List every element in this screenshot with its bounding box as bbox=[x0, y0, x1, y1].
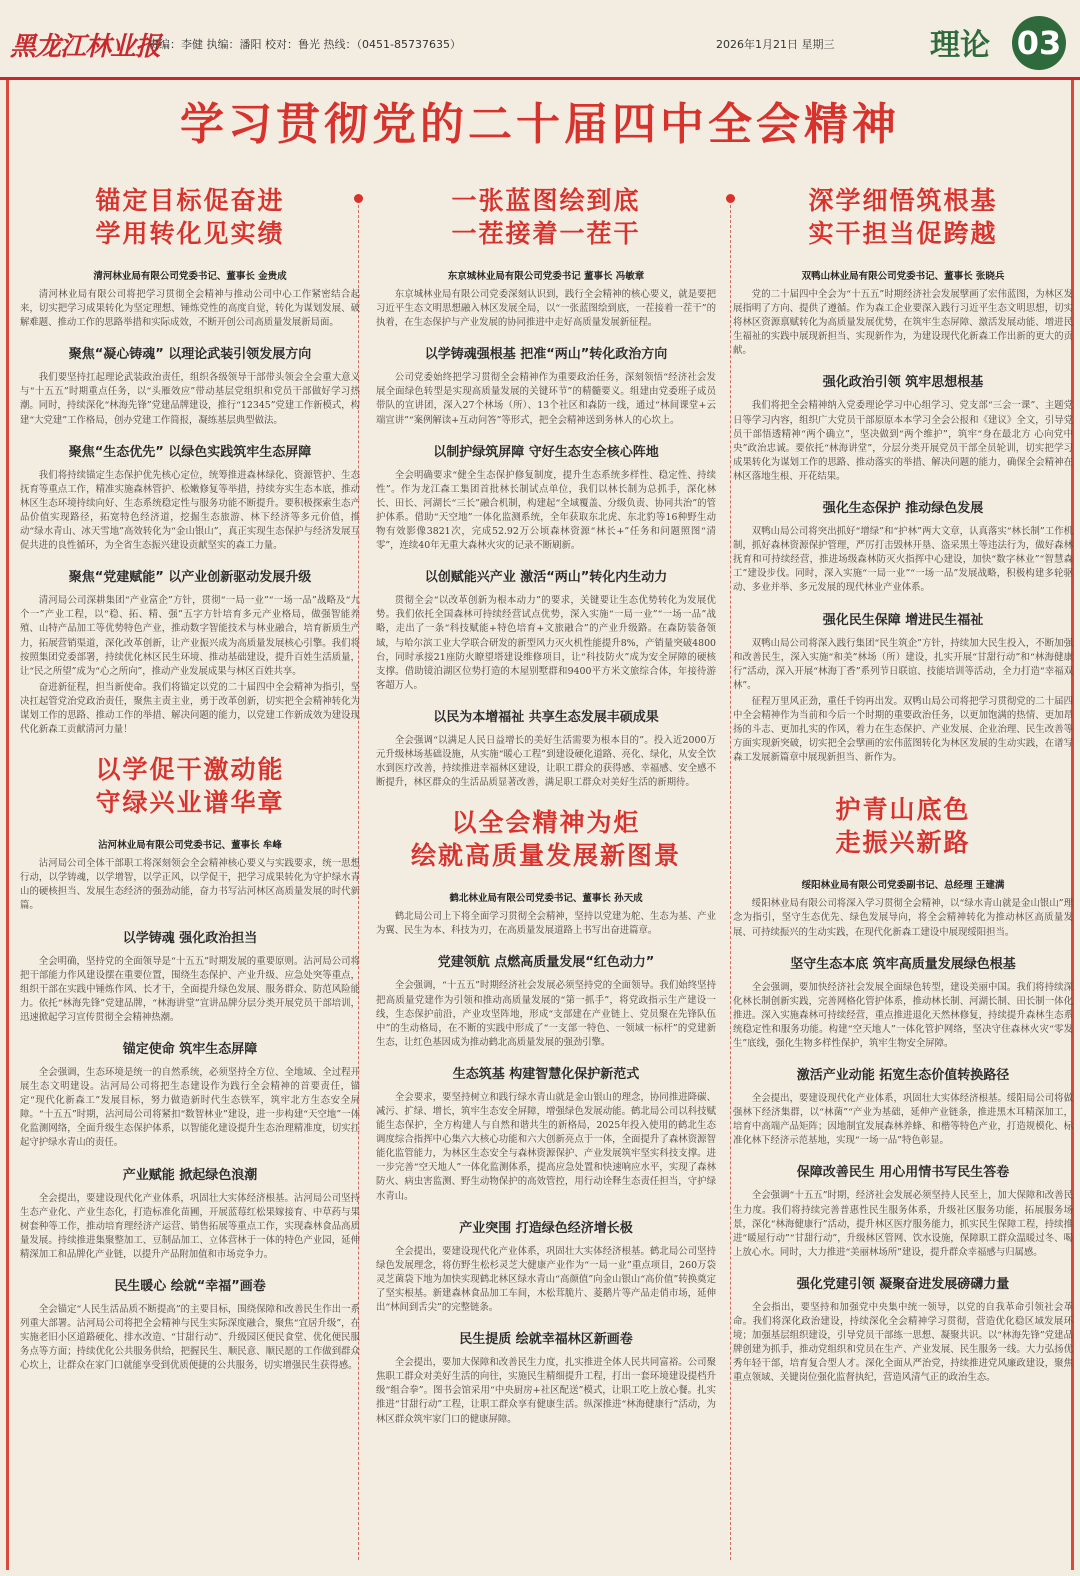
article-title bbox=[20, 753, 360, 819]
column-middle bbox=[376, 180, 716, 1570]
author-byline: 沾河林业局有限公司党委书记、董事长 牟峰 bbox=[98, 840, 282, 852]
paragraph: 全会明确，坚持党的全面领导是“十五五”时期发展的重要原则。沾河局公司将把干部能力作风建设摆在重要位置，围绕生态保护、产业升级、应急处突等重点，组织干部在实践中锤炼作风、长才干，全面提升绿色发展、服务群众、防范风险能力。依托“林海先锋”党建品牌，“林海讲堂”宣讲品牌分层分类开展党员干部培训，迅速掀起学习宣传贯彻全会精神热潮。 bbox=[20, 955, 360, 1023]
article-qinghe bbox=[20, 184, 360, 737]
title-line: 走振兴新路 bbox=[835, 828, 971, 858]
article-shuangyashan bbox=[733, 184, 1073, 765]
article-title bbox=[733, 184, 1073, 250]
paragraph: 全会强调“十五五”时期，经济社会发展必须坚持人民至上，加大保障和改善民生力度。我们将持续完善普惠性民生服务体系，升级社区服务功能，拓展服务场景，深化“林海健康行”活动，提升林区医疗服务能力，抓实民生保障工程，持续推进“暖屋行动”“甘甜行动”，升级林区管网、饮水设施，保障职工群众温暖过冬、喝上放心水。同时，大力推进“美丽林场所”建设，提升群众幸福感与归属感。 bbox=[733, 1190, 1073, 1258]
paragraph: 鹤北局公司上下将全面学习贯彻全会精神，坚持以党建为舵、生态为基、产业为翼、民生为本、科技为刃，在高质量发展道路上书写出奋进篇章。 bbox=[376, 911, 716, 937]
title-line: 以全会精神为炬 bbox=[451, 808, 641, 838]
title-line: 绘就高质量发展新图景 bbox=[410, 841, 681, 871]
section-subhead: 保障改善民生 用心用情书写民生答卷 bbox=[796, 1165, 1010, 1181]
title-line: 一茬接着一茬干 bbox=[451, 219, 641, 248]
section-subhead: 聚焦“生态优先” 以绿色实践筑牢生态屏障 bbox=[68, 444, 312, 460]
masthead bbox=[0, 0, 1080, 80]
paragraph: 贯彻全会“以改革创新为根本动力”的要求，关键要让生态优势转化为发展优势。我们依托全国森林可持续经营试点优势，深入实施“一局一业”“一场一品”战略，走出了一条“科技赋能+特色培育+文旅融合”的产业升级路。在森防装备领域，与哈尔滨工业大学联合研发的新型风力灭火机性能提升8%，产销量突破4800台，同时承接21座防火瞭望塔建设维修项目，让“科技防火”成为安全屏障的硬核支撑。借助镜泊湖区位势打造的木屋别墅群和9400平方米文旅综合体，年接待游客超万人。 bbox=[376, 595, 716, 691]
paragraph: 党的二十届四中全会为“十五五”时期经济社会发展擘画了宏伟蓝图，为林区发展指明了方向、提供了遵循。作为森工企业要深入践行习近平生态文明思想，切实将林区资源禀赋转化为高质量发展优势，在筑牢生态屏障、激活发展动能、增进民生福祉的实践中展现新担当、实现新作为，为建设现代化新森工作出新的更大的贡献。 bbox=[733, 289, 1073, 357]
column-divider bbox=[730, 200, 731, 1560]
title-line: 一张蓝图绘到底 bbox=[451, 186, 641, 215]
section-subhead: 产业突围 打造绿色经济增长极 bbox=[459, 1220, 633, 1236]
paragraph: 我们要坚持扛起理论武装政治责任，组织各级领导干部带头领会全会重大意义与“十五五”时期重点任务，以“头雁效应”带动基层党组织和党员干部做好学习热潮。同时，持续深化“林海先锋”党建品牌建设，推行“12345”党建工作新模式，构建“大党建”工作格局，创办党建工作简报，凝练基层典型做法。 bbox=[20, 372, 360, 426]
title-line: 锚定目标促奋进 bbox=[95, 186, 285, 215]
article-title bbox=[733, 793, 1073, 859]
page-number-badge: 03 bbox=[1012, 16, 1066, 70]
section-subhead: 聚焦“凝心铸魂” 以理论武装引领发展方向 bbox=[68, 347, 312, 363]
section-subhead: 坚守生态本底 筑牢高质量发展绿色根基 bbox=[790, 956, 1016, 972]
paragraph: 全会强调，“十五五”时期经济社会发展必须坚持党的全面领导。我们始终坚持把高质量党建作为引领和推动高质量发展的“第一抓手”，将党政指示生产建设一线，生态保护前沿，产业攻坚阵地，形成“支部建在产业链上、党员聚在先锋队伍中”的生动格局，在不断的实践中形成了“一支部一特色、一领域一标杆”的党建新生态，让红色基因成为推动鹤北高质量发展的强劲引擎。 bbox=[376, 980, 716, 1048]
paragraph: 全会明确要求“健全生态保护修复制度，提升生态系统多样性、稳定性、持续性”。作为龙江森工集团首批林长制试点单位，我们以林长制为总抓手，深化林长、田长、河湖长“三长”融合机制，构建起“全域覆盖、分级负责、协同共治”的管护体系。借助“天空地”一体化监测系统，全年获取东北虎、东北豹等16种野生动物有效影像3821次，完成52.92万公顷森林资源“林长+”任务和问题照图“清零”，连续40年无重大森林火灾的记录不断刷新。 bbox=[376, 469, 716, 552]
title-line: 学用转化见实绩 bbox=[95, 219, 285, 248]
section-subhead: 强化民生保障 增进民生福祉 bbox=[822, 612, 984, 628]
paragraph: 全会提出，要加大保障和改善民生力度，扎实推进全体人民共同富裕。公司聚焦职工群众对美好生活的向往，实施民生精细提升工程，打出一套环境建设提档升级“组合拳”。图书会馆采用“中央厨房+社区配送”模式，让职工吃上放心餐。扎实推进“甘甜行动”工程，让职工群众享有健康生活。纵深推进“林海健康行”活动，为林区群众筑牢家门口的健康屏障。 bbox=[376, 1357, 716, 1425]
column-right bbox=[733, 180, 1073, 1570]
paragraph: 双鸭山局公司将突出抓好“增绿”和“护林”两大文章，认真落实“林长制”工作机制，抓好森林资源保护管理，严厉打击毁林开垦、盗采黑土等违法行为，做好森林抚育和可持续经营，推进场级森林防灭火指挥中心建设，加快“数字林业”“智慧森工”建设步伐。同时，深入实施“一局一业”“一场一品”发展战略，积极构建多轮驱动、多业并举、多元发展的现代林业产业体系。 bbox=[733, 526, 1073, 594]
paragraph: 东京城林业局有限公司党委深刻认识到，践行全会精神的核心要义，就是要把习近平生态文明思想融入林区发展全局，以“一张蓝图绘到底，一茬接着一茬干”的执着，在生态保护与产业发展的协同推进中走好高质量发展新征程。 bbox=[376, 289, 716, 329]
section-subhead: 强化党建引领 凝聚奋进发展磅礴力量 bbox=[796, 1276, 1010, 1292]
paragraph: 我们将持续锚定生态保护优先核心定位，统筹推进森林绿化、资源管护、生态抚育等重点工作，精准实施森林管护、松嫩修复等举措，持续夯实生态本底，推动林区生态环境持续向好、生态系统稳定性与服务功能不断提升。要积极探索生态产品价值实现路径，拓宽特色经济道，挖掘生态旅游、林下经济等多元价值，推动“绿水青山、冰天雪地”高效转化为“金山银山”，真正实现生态保护与经济发展互促共进的良性循环，为全省生态振兴建设贡献坚实的森工力量。 bbox=[20, 469, 360, 552]
paragraph: 全会锚定“人民生活品质不断提高”的主要目标，围绕保障和改善民生作出一系列重大部署。沾河局公司将把全会精神与民生实际深度融合，聚焦“宜居升级”，在实施老旧小区道路硬化、排水改造、“甘甜行动”、升级园区便民食堂、优化便民服务点等方面；持续优化公共服务供给，把握民生、顺民意、顺民愿的工作做到群众心坎上，让群众在家门口就能享受到优质便捷的公共服务，切实增强民生获得感。 bbox=[20, 1304, 360, 1372]
article-title bbox=[376, 806, 716, 872]
paragraph: 沾河局公司全体干部职工将深刻领会全会精神核心要义与实践要求，统一思想行动，以学铸魂，以学增智，以学正风，以学促干，把学习成果转化为守护绿水青山的硬核担当、发展生态经济的强劲动能，奋力书写沾河林区高质量发展的时代新篇。 bbox=[20, 858, 360, 912]
paragraph: 全会提出，要建设现代化产业体系，巩固壮大实体经济根基。绥阳局公司将做强林下经济集群，以“林菌”“产业为基础，延伸产业链条，推进黑木耳精深加工，培育中高端产品矩阵；因地制宜发展森林养蜂、和楷等特色产业，打造规模化、标准化林下经济示范基地，实现“一场一品”特色彰显。 bbox=[733, 1093, 1073, 1147]
author-byline: 东京城林业局有限公司党委书记 董事长 冯敏章 bbox=[447, 271, 645, 282]
section-subhead: 强化生态保护 推动绿色发展 bbox=[822, 501, 984, 517]
paragraph: 清河局公司深耕集团“产业富企”方针，贯彻“一局一业”“一场一品”战略及“九个一”产业工程，以“稳、拓、精、强”五字方针培育多元产业格局，做强智能养殖、山特产品加工等优势特色产业，推动数字智能技术与林业融合，培育新质生产力，拓展营销渠道，深化改革创新，让产业振兴成为高质量发展核心引擎。我们将按照集团党委部署，持续优化林区民生环境、推动基础建设，提升百姓生活质量，让“民之所望”成为“心之所向”，推动产业发展成果与林区百姓共享。 bbox=[20, 595, 360, 677]
section-subhead: 民生提质 绘就幸福林区新画卷 bbox=[459, 1332, 633, 1348]
section-subhead: 锚定使命 筑牢生态屏障 bbox=[122, 1042, 258, 1057]
author-byline: 绥阳林业局有限公司党委副书记、总经理 王建满 bbox=[801, 880, 1005, 892]
author-byline: 鹤北林业局有限公司党委书记、董事长 孙天成 bbox=[449, 893, 643, 905]
section-title: 理论 bbox=[930, 28, 990, 63]
section-subhead: 以学铸魂 强化政治担当 bbox=[122, 930, 258, 946]
paragraph: 公司党委始终把学习贯彻全会精神作为重要政治任务，深刻领悟“经济社会发展全面绿色转型是实现高质量发展的关键环节”的精髓要义。组建由党委班子成员带队的宣讲团，深入27个林场（所）、13个社区和森防一线，通过“林间课堂+云端宣讲”“案例解读+互动问答”等形式，把全会精神送到务林人的心坎上。 bbox=[376, 372, 716, 426]
title-line: 深学细悟筑根基 bbox=[808, 186, 998, 215]
section-subhead: 生态筑基 构建智慧化保护新范式 bbox=[452, 1066, 640, 1082]
section-subhead: 产业赋能 掀起绿色浪潮 bbox=[122, 1167, 258, 1183]
paragraph: 全会提出，要建设现代化产业体系，巩固壮大实体经济根基。沾河局公司坚持生态产业化、产业生态化，打造标准化苗圃，开展蓝莓红松果嫁接育、中草药与果树套种等工作，推动培育理经济产运营、销售拓展等重点工作，实现森林食品高质量发展。持续推进集聚整加工、豆制品加工、立体营林于一体的特色产业园，延伸精深加工和品牌化产业链，以提升产品附加值和市场竞争力。 bbox=[20, 1192, 360, 1260]
paragraph: 我们将把全会精神纳入党委理论学习中心组学习、党支部“三会一课”、主题党日等学习内容，组织广大党员干部原原本本学习全会公报和《建议》全文，引导党员干部悟透精神“两个确立”，坚决做到“两个维护”，筑牢“身在最北方 心向党中央”政治忠诚。要依托“林海讲堂”，分层分类开展党员干部全员轮训，切实把学习成果转化为谋划工作的思路、推动落实的举措、解决问题的能力，确保全会精神在林区落地生根、开花结果。 bbox=[733, 400, 1073, 482]
section-subhead: 以创赋能兴产业 激活“两山”转化内生动力 bbox=[424, 570, 668, 586]
section-subhead: 以民为本增福祉 共享生态发展丰硕成果 bbox=[433, 709, 659, 725]
section-subhead: 聚焦“党建赋能” 以产业创新驱动发展升级 bbox=[68, 570, 312, 586]
paragraph: 全会提出，要建设现代化产业体系，巩固壮大实体经济根基。鹤北局公司坚持绿色发展理念，将仿野生松杉灵芝大健康产业作为“一局一业”重点项目，260万袋灵芝菌袋下地为加快实现鹤北林区绿水青山“高颜值”向金山银山“高价值”转换奠定了坚实根基。新建森林食品加工车间，木松茸脆片、菱鹅片等产品走俏市场，延伸出“林间到舌尖”的完整链条。 bbox=[376, 1245, 716, 1314]
title-line: 以学促干激动能 bbox=[95, 755, 285, 785]
paragraph: 全会强调“以满足人民日益增长的美好生活需要为根本目的”。投入近2000万元升级林场基础设施，从实施“暖心工程”到建设硬化道路、亮化、绿化，从安全饮水到医疗改善，持续推进幸福林区建设，让职工群众的获得感、幸福感、安全感不断提升，林区群众的生活品质显著改善，满足职工群众对美好生活的新期待。 bbox=[376, 734, 716, 789]
title-line: 守绿兴业谱华章 bbox=[95, 788, 285, 818]
article-suiyang bbox=[733, 793, 1073, 1385]
title-line: 实干担当促跨越 bbox=[808, 219, 998, 248]
paragraph: 全会强调，生态环境是统一的自然系统，必须坚持全方位、全地域、全过程开展生态文明建设。沾河局公司将把生态建设作为践行全会精神的首要责任，锚定“现代化新森工”发展目标，努力做造新时代生态铁军，筑牢北方生态安全屏障。“十五五”时期，沾河局公司将紧扣“数智林业”建设，进一步构建“天空地”一体化监测网络，全面升级生态保护体系，以智能化建设提升生态治理精准度，切实扛起守护绿水青山的责任。 bbox=[20, 1067, 360, 1149]
section-subhead: 民生暖心 绘就“幸福”画卷 bbox=[114, 1279, 266, 1295]
section-subhead: 党建领航 点燃高质量发展“红色动力” bbox=[437, 955, 655, 971]
paragraph: 征程万里风正劲，重任千钧再出发。双鸭山局公司将把学习贯彻党的二十届四中全会精神作为当前和今后一个时期的重要政治任务，以更加饱满的热情、更加昂扬的斗志、更加扎实的作风，着力在生态保护、产业发展、企业治理、民生改善等方面实现新突破，切实把全会擘画的宏伟蓝图转化为林区发展的生动实践，在谱写森工发展新篇章中展现新担当、新作为。 bbox=[733, 695, 1073, 764]
author-byline: 清河林业局有限公司党委书记、董事长 金贵成 bbox=[93, 271, 287, 282]
issue-date: 2026年1月21日 星期三 bbox=[716, 38, 835, 51]
paragraph: 全会指出，要坚持和加强党中央集中统一领导，以党的自我革命引领社会革命。我们将深化政治建设，持续深化全会精神学习贯彻，营造优化稳区域发展环境；加强基层组织建设，引导党员干部练一思想、凝聚共识。以“林海先锋”党建品牌创建为抓手，推动党组织和党员在生产、产业发展、民生服务一线。大力弘扬优秀年轻干部，培育复合型人才。深化全面从严治党，持续推进党风廉政建设，聚焦重点领域、关键岗位强化监督执纪，营造风清气正的政治生态。 bbox=[733, 1301, 1073, 1384]
column-left bbox=[20, 180, 360, 1570]
article-title bbox=[376, 184, 716, 250]
paragraph: 双鸭山局公司将深入践行集团“民生筑企”方针，持续加大民生投入，不断加强和改善民生，深入实施“和美”林场（所）建设，扎实开展“甘甜行动”和“林海健康行”活动，深入开展“林海丁香”系列节日联谊、技能培训等活动，全力打造“幸福双林”。 bbox=[733, 637, 1073, 691]
author-byline: 双鸭山林业局有限公司党委书记、董事长 张晓兵 bbox=[801, 271, 1005, 282]
section-subhead: 激活产业动能 拓宽生态价值转换路径 bbox=[796, 1068, 1010, 1084]
paragraph: 全会强调，要加快经济社会发展全面绿色转型，建设美丽中国。我们将持续深化林长制创新实践，完善网格化管护体系，推动林长制、河湖长制、田长制一体化推进。深入实施森林可持续经营，重点推进退化天然林修复，持续提升森林生态系统稳定性和服务功能。构建“空天地人”一体化管护网络，坚决守住森林火灾“零发生”底线，强化生物多样性保护，筑牢生物安全屏障。 bbox=[733, 981, 1073, 1049]
article-title bbox=[20, 184, 360, 250]
banner-headline: 学习贯彻党的二十届四中全会精神 bbox=[180, 99, 900, 150]
paper-name-logo: 黑龙江林业报 bbox=[10, 32, 161, 62]
paragraph: 奋进新征程，担当新使命。我们将锚定以党的二十届四中全会精神为指引，坚决扛起管党治党政治责任，聚焦主责主业，勇于改革创新，切实把全会精神转化为谋划工作的思路、推动工作的举措、解决问题的能力，以党建工作新成效为建设现代化新森工贡献清河力量！ bbox=[20, 681, 360, 736]
section-subhead: 以制护绿筑屏障 守好生态安全核心阵地 bbox=[433, 444, 659, 460]
article-zhanhe bbox=[20, 753, 360, 1373]
paragraph: 全会要求，要坚持树立和践行绿水青山就是金山银山的理念，协同推进降碳、减污、扩绿、增长，筑牢生态安全屏障，增强绿色发展动能。鹤北局公司以科技赋能生态保护，全方构建人与自然和谐共生的新格局，2025年投入使用的鹤北生态调度综合指挥中心集六大核心功能和六大创新亮点于一体，全面提升了森林资源智能化监管能力，为林区生态安全与森林资源保护、产业发展筑牢坚实科技支撑。进一步完善“空天地人”一体化监测体系，提高应急处置和快速响应水平，实现了森林防火、病虫害监测、野生动物保护的高效管控，用行动诠释生态责任担当，守护绿水青山。 bbox=[376, 1091, 716, 1202]
title-line: 护青山底色 bbox=[835, 795, 971, 825]
paragraph: 清河林业局有限公司将把学习贯彻全会精神与推动公司中心工作紧密结合起来，切实把学习成果转化为坚定理想、锤炼党性的高度自觉，转化为谋划发展、破解难题、推动工作的思路举措和实际成效，不断开创公司高质量发展新局面。 bbox=[20, 289, 360, 329]
section-subhead: 以学铸魂强根基 把准“两山”转化政治方向 bbox=[424, 347, 668, 363]
editor-credits: 责编：李健 执编：潘阳 校对：鲁光 热线：（0451-85737635） bbox=[148, 38, 461, 51]
article-dongjingcheng bbox=[376, 184, 716, 790]
section-subhead: 强化政治引领 筑牢思想根基 bbox=[822, 375, 984, 391]
paragraph: 绥阳林业局有限公司将深入学习贯彻全会精神，以“绿水青山就是金山银山”理念为指引，坚守生态优先、绿色发展导向，将全会精神转化为推动林区高质量发展、可持续振兴的生动实践，在现代化新森工建设中展现绥阳担当。 bbox=[733, 898, 1073, 938]
article-hebei bbox=[376, 806, 716, 1426]
